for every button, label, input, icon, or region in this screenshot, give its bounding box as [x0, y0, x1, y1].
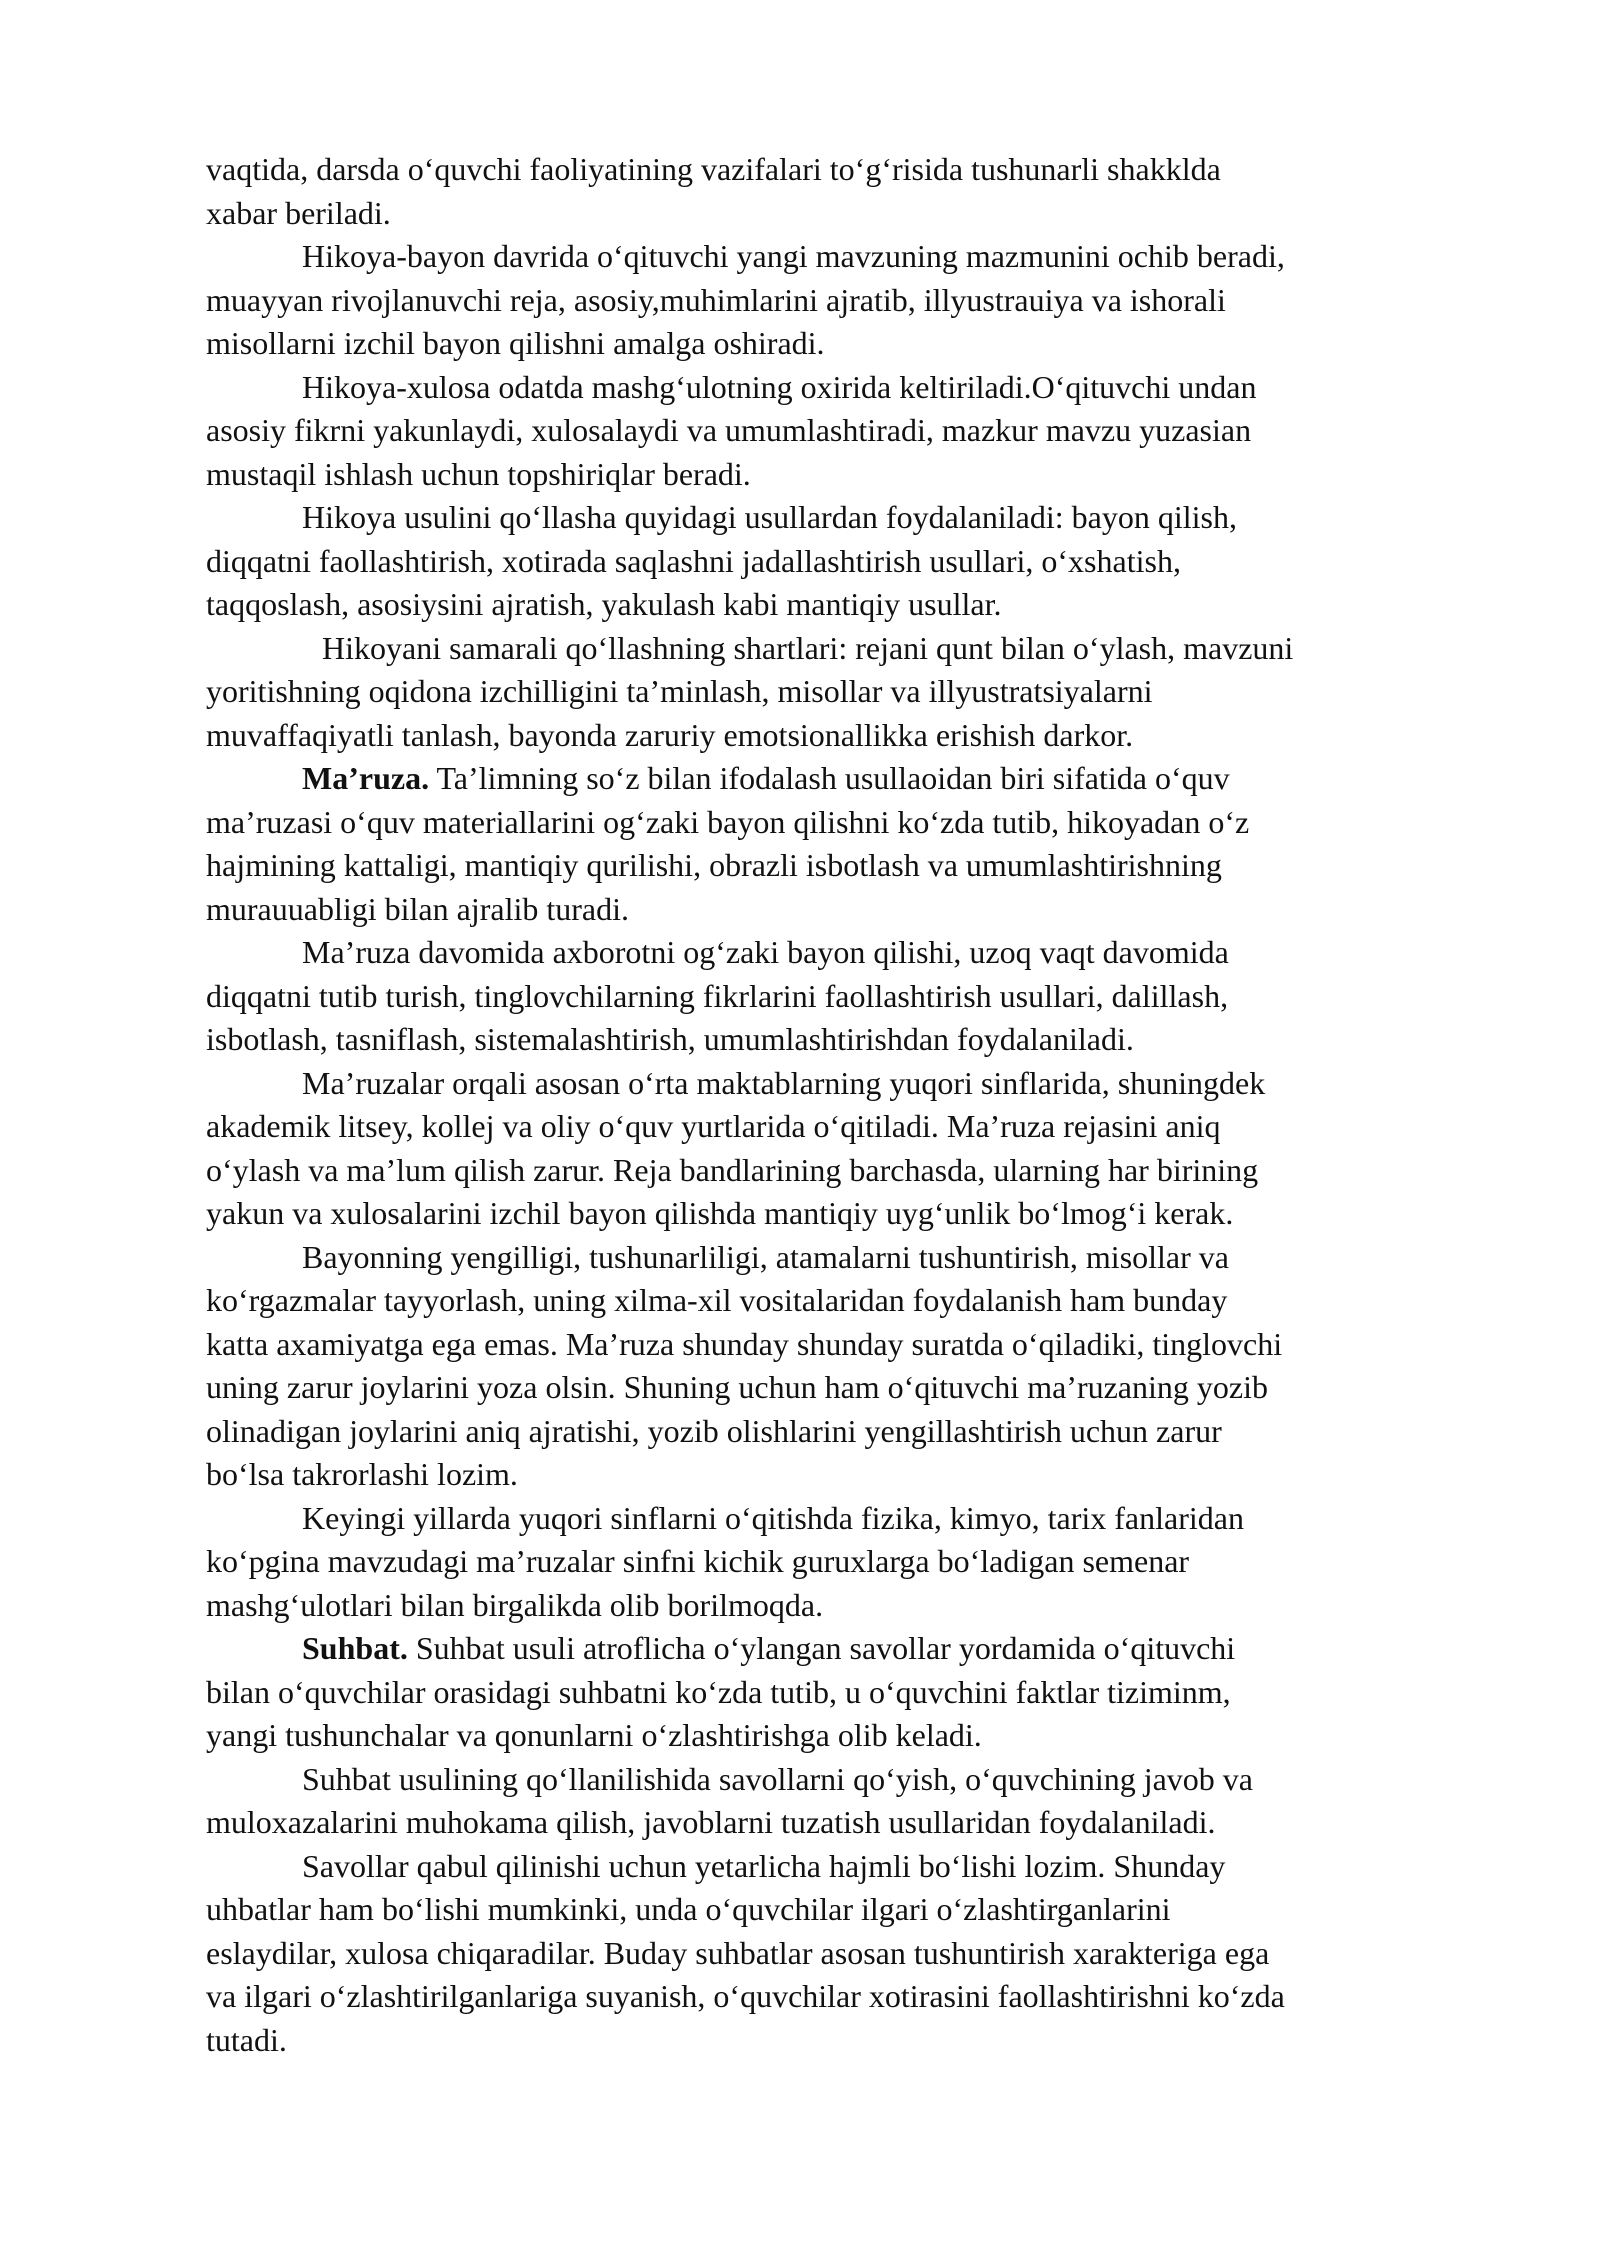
document-body — [206, 148, 1491, 2062]
paragraph-text: Hikoyani samarali qo‘llashning shartlari: rejani qunt bilan o‘ylash, mavzuni yoritishning oqidona izchilligini ta’minlash, misollar va illyustratsiyalarni muvaffaqiyatli tanlash, bayonda zaruriy emotsionallikka erishish darkor. — [206, 629, 1294, 753]
paragraph — [206, 1062, 1491, 1236]
paragraph-text: Ma’ruzalar orqali asosan o‘rta maktablarning yuqori sinflarida, shuningdek akademik litsey, kollej va oliy o‘quv yurtlarida o‘qitiladi. Ma’ruza rejasini aniq o‘ylash va ma’lum qilish zarur. Reja bandlarining barchasda, ularning har birining yakun va xulosalarini izchil bayon qilishda mantiqiy uyg‘unlik bo‘lmog‘i kerak. — [206, 1064, 1266, 1231]
paragraph-text: Hikoya-bayon davrida o‘qituvchi yangi mavzuning mazmunini ochib beradi, muayyan rivojlanuvchi reja, asosiy,muhimlarini ajratib, illyustrauiya va ishorali misollarni izchil bayon qilishni amalga oshiradi. — [206, 238, 1285, 361]
paragraph-maruza — [206, 757, 1491, 931]
paragraph-text: Suhbat usulining qo‘llanilishida savollarni qo‘yish, o‘quvchining javob va muloxazalarini muhokama qilish, javoblarni tuzatish usullaridan foydalaniladi. — [206, 1760, 1253, 1840]
paragraph-text: Hikoya-xulosa odatda mashg‘ulotning oxirida keltiriladi.O‘qituvchi undan asosiy fikrni yakunlaydi, xulosalaydi va umumlashtiradi, mazkur mavzu yuzasian mustaqil ishlash uchun topshiriqlar beradi. — [206, 368, 1257, 492]
paragraph-text: Suhbat usuli atroflicha o‘ylangan savollar yordamida o‘qituvchi bilan o‘quvchilar orasidagi suhbatni ko‘zda tutib, u o‘quvchini faktlar tiziminm, yangi tushunchalar va qonunlarni o‘zlashtirishga olib keladi. — [206, 1630, 1236, 1753]
paragraph-text: Keyingi yillarda yuqori sinflarni o‘qitishda fizika, kimyo, tarix fanlaridan ko‘pgina mavzudagi ma’ruzalar sinfni kichik guruxlarga bo‘ladigan semenar mashg‘ulotlari bilan birgalikda olib borilmoqda. — [206, 1499, 1244, 1623]
paragraph-text: Ta’limning so‘z bilan ifodalash usullaoidan biri sifatida o‘quv ma’ruzasi o‘quv materiallarini og‘zaki bayon qilishni ko‘zda tutib, hikoyadan o‘z hajmining kattaligi, mantiqiy qurilishi, obrazli isbotlash va umumlashtirishning murauuabligi bilan ajralib turadi. — [206, 760, 1250, 927]
paragraph — [206, 496, 1491, 627]
paragraph — [206, 235, 1491, 366]
paragraph — [206, 627, 1491, 758]
section-heading-suhbat: Suhbat. — [302, 1630, 408, 1666]
paragraph — [206, 1236, 1491, 1497]
paragraph — [206, 1758, 1491, 1845]
paragraph — [206, 931, 1491, 1062]
paragraph-text: Bayonning yengilligi, tushunarliligi, atamalarni tushuntirish, misollar va ko‘rgazmalar tayyorlash, uning xilma-xil vositalaridan foydalanish ham bunday katta axamiyatga ega emas. Ma’ruza shunday shunday suratda o‘qiladiki, tinglovchi uning zarur joylarini yoza olsin. Shuning uchun ham o‘qituvchi ma’ruzaning yozib olinadigan joylarini aniq ajratishi, yozib olishlarini yengillashtirish uchun zarur bo‘lsa takrorlashi lozim. — [206, 1238, 1283, 1492]
section-heading-maruza: Ma’ruza. — [302, 760, 430, 796]
paragraph — [206, 148, 1491, 235]
paragraph-text: vaqtida, darsda o‘quvchi faoliyatining vazifalari to‘g‘risida tushunarli shakklda xabar beriladi. — [206, 151, 1221, 231]
paragraph-suhbat — [206, 1627, 1491, 1758]
paragraph — [206, 366, 1491, 497]
paragraph-text: Savollar qabul qilinishi uchun yetarlicha hajmli bo‘lishi lozim. Shunday uhbatlar ham bo‘lishi mumkinki, unda o‘quvchilar ilgari o‘zlashtirganlarini eslaydilar, xulosa chiqaradilar. Buday suhbatlar asosan tushuntirish xarakteriga ega va ilgari o‘zlashtirilganlariga suyanish, o‘quvchilar xotirasini faollashtirishni ko‘zda tutadi. — [206, 1847, 1285, 2058]
paragraph-text: Hikoya usulini qo‘llasha quyidagi usullardan foydalaniladi: bayon qilish, diqqatni faollashtirish, xotirada saqlashni jadallashtirish usullari, o‘xshatish, taqqoslash, asosiysini ajratish, yakulash kabi mantiqiy usullar. — [206, 499, 1237, 622]
paragraph — [206, 1845, 1491, 2063]
paragraph — [206, 1497, 1491, 1628]
paragraph-text: Ma’ruza davomida axborotni og‘zaki bayon qilishi, uzoq vaqt davomida diqqatni tutib turish, tinglovchilarning fikrlarini faollashtirish usullari, dalillash, isbotlash, tasniflash, sistemalashtirish, umumlashtirishdan foydalaniladi. — [206, 934, 1229, 1057]
